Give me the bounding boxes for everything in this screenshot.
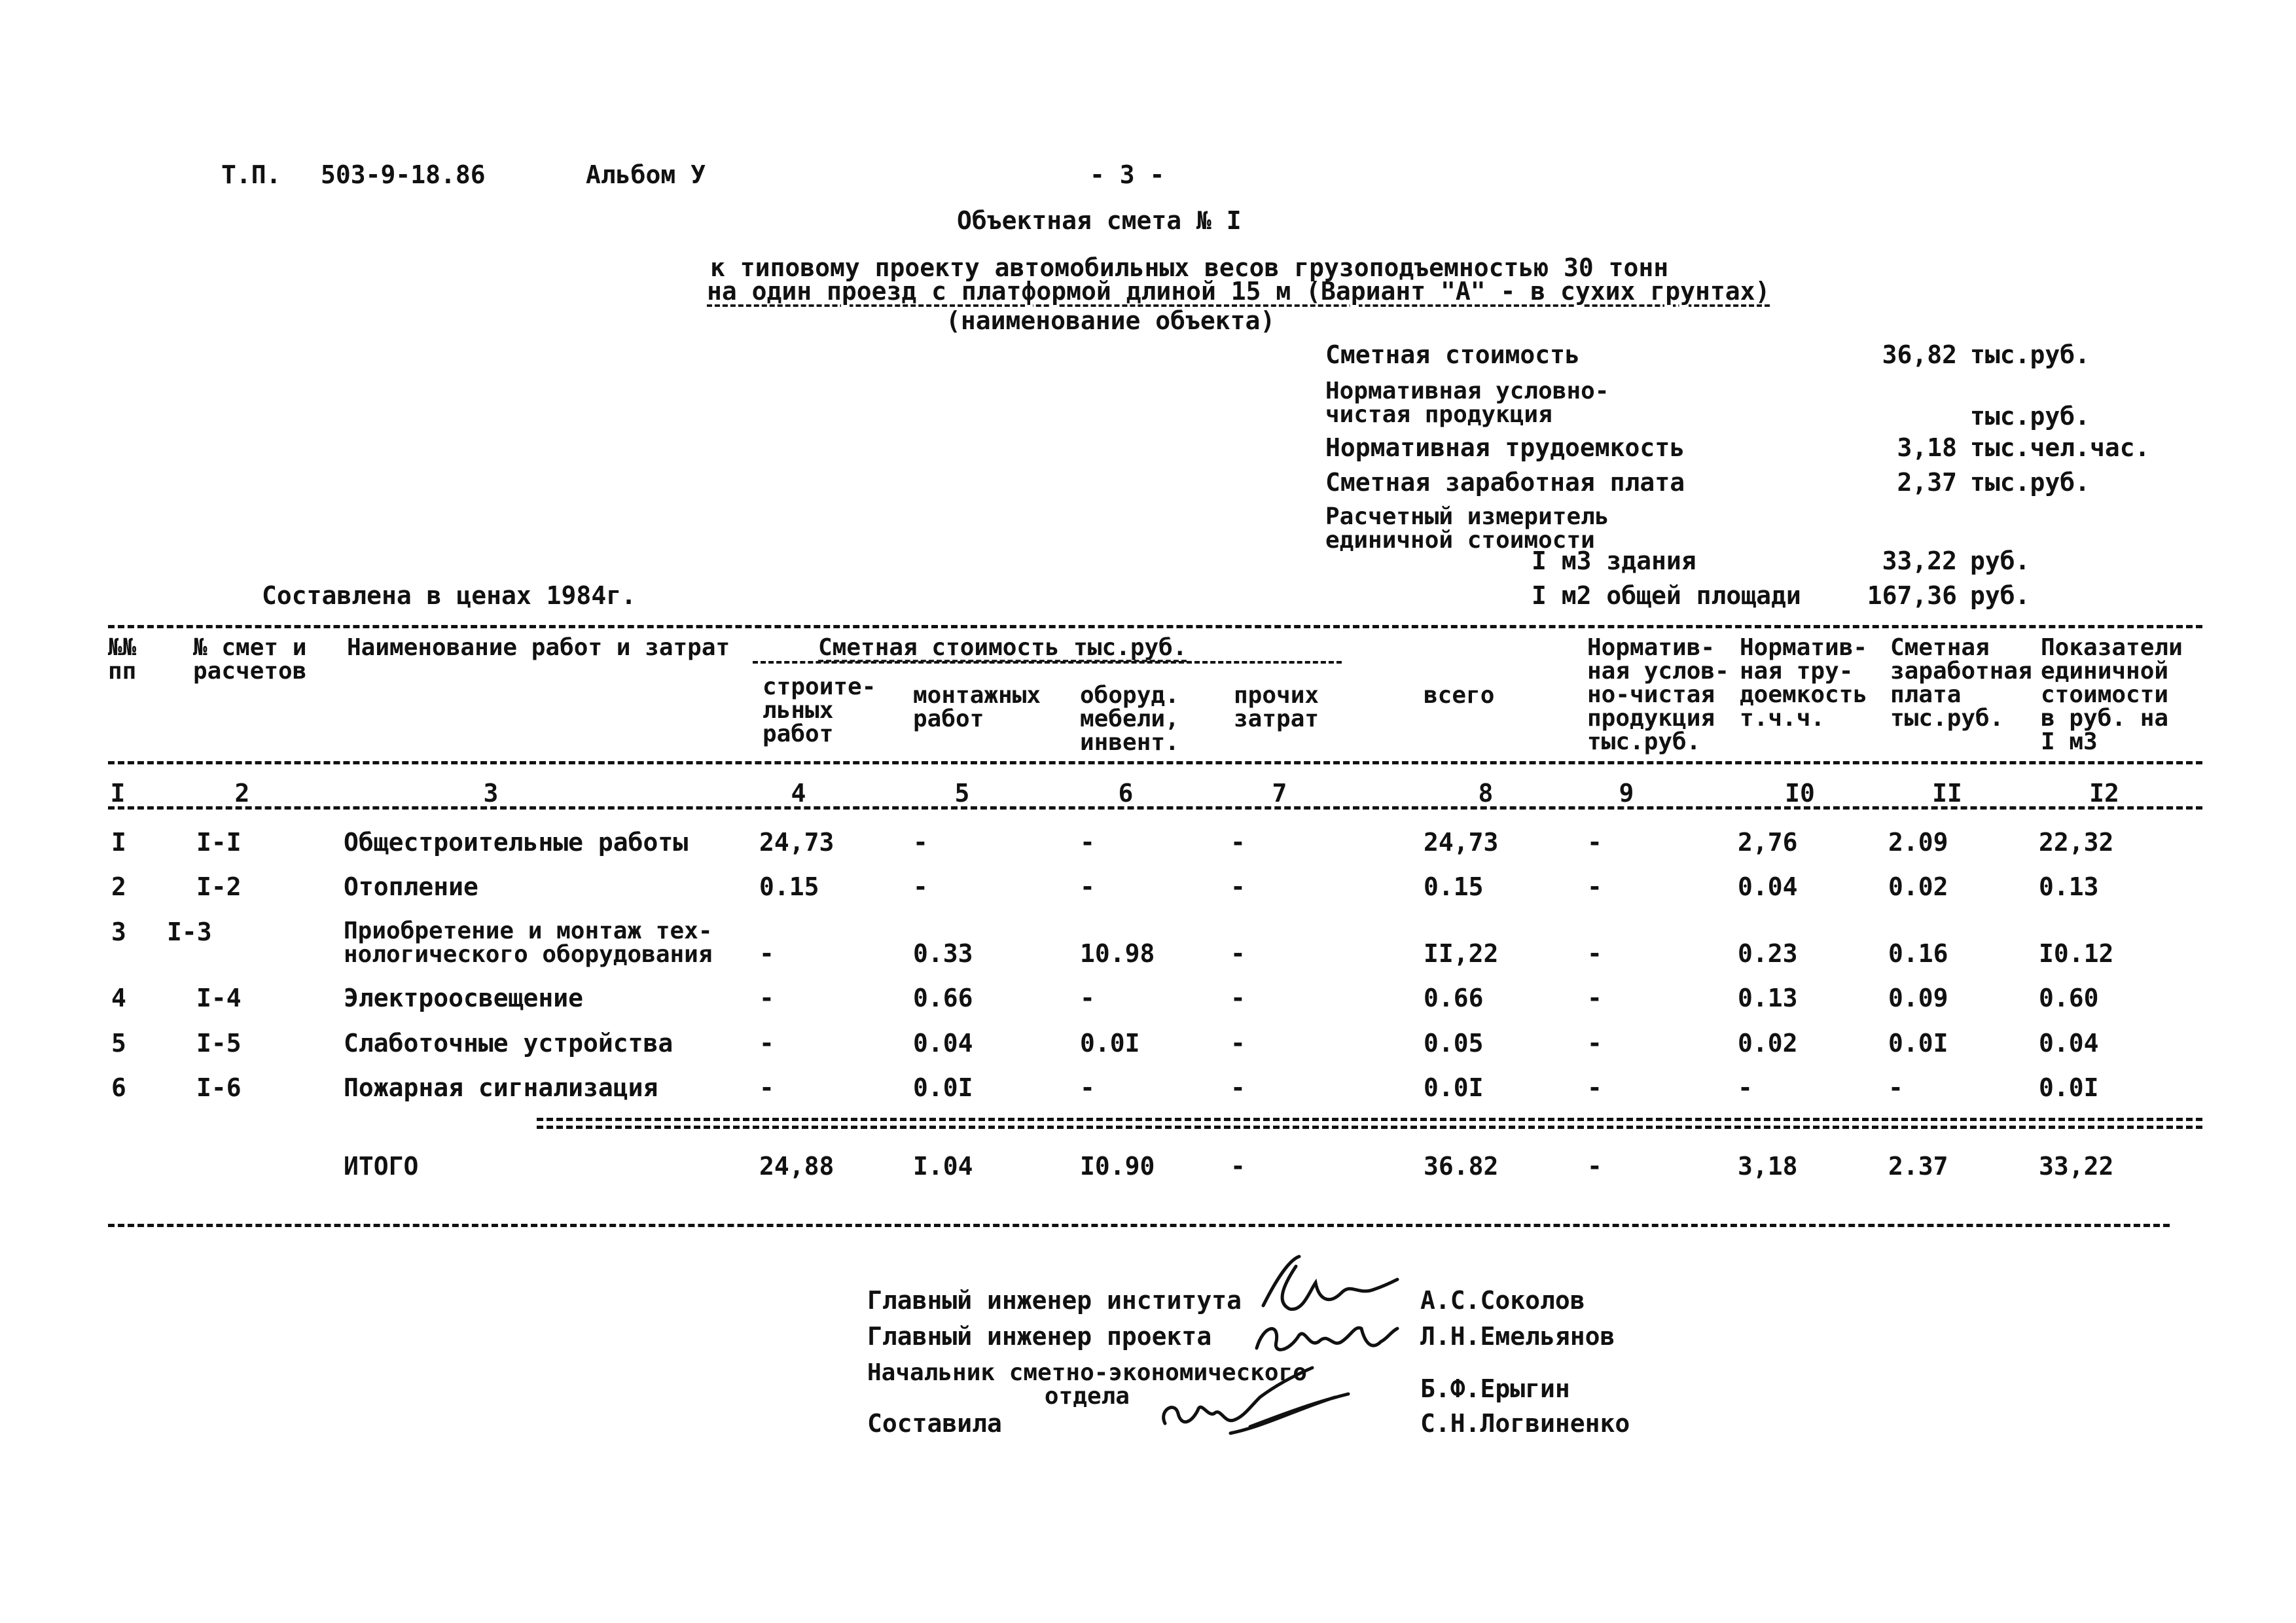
header-bottom-rule bbox=[108, 761, 2202, 764]
handwritten-signature bbox=[1250, 1312, 1401, 1364]
cell-normative-product: - bbox=[1587, 1029, 1602, 1058]
cell-other: - bbox=[1230, 1073, 1246, 1102]
col-header-cost-group: Сметная стоимость тыс.руб. bbox=[818, 634, 1187, 661]
doc-code: 503-9-18.86 bbox=[321, 160, 486, 189]
total-labor: 3,18 bbox=[1738, 1152, 1798, 1181]
cell-mounting: - bbox=[913, 828, 928, 857]
cell-num: 6 bbox=[111, 1073, 126, 1102]
project-title-line2: на один проезд с платформой длиной 15 м (Вариант "А" - в сухих грунтах) bbox=[707, 277, 1770, 306]
handwritten-signature bbox=[1152, 1361, 1388, 1446]
signature-role: Составила bbox=[867, 1409, 1002, 1438]
total-mounting: I.04 bbox=[913, 1152, 973, 1181]
cell-mounting: 0.0I bbox=[913, 1073, 973, 1102]
signature-role: Главный инженер проекта bbox=[867, 1322, 1212, 1351]
cell-name: Слаботочные устройства bbox=[344, 1029, 673, 1058]
cell-indicator: 0.0I bbox=[2039, 1073, 2099, 1102]
cell-equipment: 10.98 bbox=[1080, 939, 1155, 968]
col-number: 3 bbox=[483, 779, 499, 808]
handwritten-signature bbox=[1237, 1253, 1407, 1319]
cell-name: Общестроительные работы bbox=[344, 828, 689, 857]
summary-unit-m2: руб. bbox=[1970, 581, 2030, 610]
cell-total: 0.15 bbox=[1424, 872, 1484, 901]
total-upper-rule-2 bbox=[537, 1126, 2202, 1129]
cell-total: 0.0I bbox=[1424, 1073, 1484, 1102]
cell-labor: 0.04 bbox=[1738, 872, 1798, 901]
total-wage: 2.37 bbox=[1888, 1152, 1948, 1181]
cell-other: - bbox=[1230, 1029, 1246, 1058]
cell-other: - bbox=[1230, 939, 1246, 968]
cell-equipment: - bbox=[1080, 828, 1095, 857]
col-header-estimate: № смет и расчетов bbox=[193, 634, 307, 685]
col-number: 6 bbox=[1118, 779, 1134, 808]
total-label: ИТОГО bbox=[344, 1152, 419, 1181]
summary-label-labor: Нормативная трудоемкость bbox=[1325, 433, 1685, 462]
summary-label-m2: I м2 общей площади bbox=[1532, 581, 1801, 610]
cell-equipment: - bbox=[1080, 872, 1095, 901]
summary-label-wage: Сметная заработная плата bbox=[1325, 468, 1685, 497]
col-number: 4 bbox=[791, 779, 806, 808]
col-header-num: №№ пп bbox=[108, 634, 137, 685]
cell-estimate: I-I bbox=[196, 828, 242, 857]
cell-num: 4 bbox=[111, 984, 126, 1012]
col-number: I2 bbox=[2089, 779, 2119, 808]
col-header-construction: строите- льных работ bbox=[762, 673, 876, 747]
col-number-rule bbox=[108, 806, 2202, 810]
cell-total: 24,73 bbox=[1424, 828, 1499, 857]
cell-other: - bbox=[1230, 872, 1246, 901]
cell-other: - bbox=[1230, 984, 1246, 1012]
cell-equipment: - bbox=[1080, 1073, 1095, 1102]
cell-equipment: 0.0I bbox=[1080, 1029, 1140, 1058]
cell-estimate: I-5 bbox=[196, 1029, 242, 1058]
cell-num: I bbox=[111, 828, 126, 857]
cell-total: 0.05 bbox=[1424, 1029, 1484, 1058]
cell-indicator: I0.12 bbox=[2039, 939, 2114, 968]
summary-unit-wage: тыс.руб. bbox=[1970, 468, 2090, 497]
cell-estimate: I-3 bbox=[167, 918, 212, 946]
cell-mounting: 0.33 bbox=[913, 939, 973, 968]
col-header-equipment: оборуд. мебели, инвент. bbox=[1080, 682, 1179, 756]
project-title-line1: к типовому проекту автомобильных весов грузоподъемностью 30 тонн bbox=[710, 253, 1669, 282]
cell-normative-product: - bbox=[1587, 872, 1602, 901]
summary-value-wage: 2,37 bbox=[1897, 468, 1957, 497]
col-header-name: Наименование работ и затрат bbox=[347, 634, 730, 661]
summary-value-labor: 3,18 bbox=[1897, 433, 1957, 462]
cell-equipment: - bbox=[1080, 984, 1095, 1012]
cell-indicator: 22,32 bbox=[2039, 828, 2114, 857]
total-upper-rule bbox=[537, 1118, 2202, 1121]
summary-label-unit-cost: Расчетный измеритель единичной стоимости bbox=[1325, 503, 1609, 554]
cell-wage: - bbox=[1888, 1073, 1903, 1102]
signature-person: С.Н.Логвиненко bbox=[1420, 1409, 1630, 1438]
summary-unit-cost: тыс.руб. bbox=[1970, 340, 2090, 369]
cell-construction: - bbox=[759, 1073, 774, 1102]
total-indicator: 33,22 bbox=[2039, 1152, 2114, 1181]
cell-normative-product: - bbox=[1587, 1073, 1602, 1102]
object-name-caption: (наименование объекта) bbox=[946, 306, 1276, 335]
cell-labor: - bbox=[1738, 1073, 1753, 1102]
cell-wage: 0.02 bbox=[1888, 872, 1948, 901]
signature-role: Начальник сметно-экономического отдела bbox=[867, 1359, 1307, 1410]
summary-unit-product: тыс.руб. bbox=[1970, 402, 2090, 431]
cell-total: II,22 bbox=[1424, 939, 1499, 968]
compiled-prices-note: Составлена в ценах 1984г. bbox=[262, 581, 636, 610]
cell-mounting: 0.04 bbox=[913, 1029, 973, 1058]
col-number: 7 bbox=[1272, 779, 1287, 808]
signature-person: Б.Ф.Ерыгин bbox=[1420, 1374, 1570, 1403]
cell-mounting: 0.66 bbox=[913, 984, 973, 1012]
total-other: - bbox=[1230, 1152, 1246, 1181]
col-header-other: прочих затрат bbox=[1234, 682, 1319, 732]
doc-title: Объектная смета № I bbox=[957, 206, 1242, 235]
cell-name: Отопление bbox=[344, 872, 478, 901]
cell-estimate: I-2 bbox=[196, 872, 242, 901]
signature-person: Л.Н.Емельянов bbox=[1420, 1322, 1615, 1351]
summary-unit-m3: руб. bbox=[1970, 546, 2030, 575]
col-header-mounting: монтажных работ bbox=[913, 682, 1041, 732]
album-label: Альбом У bbox=[586, 160, 706, 189]
table-bottom-rule bbox=[108, 1224, 2170, 1227]
cell-name: Электроосвещение bbox=[344, 984, 584, 1012]
cell-other: - bbox=[1230, 828, 1246, 857]
total-equipment: I0.90 bbox=[1080, 1152, 1155, 1181]
col-header-normative-product: Норматив- ная услов- но-чистая продукция тыс.руб. bbox=[1587, 634, 1729, 755]
cell-indicator: 0.04 bbox=[2039, 1029, 2099, 1058]
cost-group-rule bbox=[753, 661, 1342, 664]
cell-normative-product: - bbox=[1587, 828, 1602, 857]
cell-wage: 2.09 bbox=[1888, 828, 1948, 857]
cell-construction: - bbox=[759, 939, 774, 968]
cell-indicator: 0.60 bbox=[2039, 984, 2099, 1012]
col-number: 8 bbox=[1478, 779, 1494, 808]
cell-estimate: I-4 bbox=[196, 984, 242, 1012]
summary-value-m3: 33,22 bbox=[1882, 546, 1957, 575]
cell-wage: 0.16 bbox=[1888, 939, 1948, 968]
cell-indicator: 0.13 bbox=[2039, 872, 2099, 901]
cell-normative-product: - bbox=[1587, 939, 1602, 968]
cell-num: 2 bbox=[111, 872, 126, 901]
signature-role: Главный инженер института bbox=[867, 1286, 1242, 1315]
cell-estimate: I-6 bbox=[196, 1073, 242, 1102]
col-header-indicators: Показатели единичной стоимости в руб. на I м3 bbox=[2041, 634, 2183, 755]
cell-total: 0.66 bbox=[1424, 984, 1484, 1012]
total-total: 36.82 bbox=[1424, 1152, 1499, 1181]
cell-num: 5 bbox=[111, 1029, 126, 1058]
col-number: II bbox=[1932, 779, 1962, 808]
summary-label-cost: Сметная стоимость bbox=[1325, 340, 1580, 369]
col-number: 5 bbox=[954, 779, 970, 808]
col-header-total: всего bbox=[1424, 682, 1495, 709]
col-header-labor: Норматив- ная тру- доемкость т.ч.ч. bbox=[1740, 634, 1868, 732]
doc-prefix: Т.П. bbox=[221, 160, 281, 189]
col-number: 9 bbox=[1619, 779, 1634, 808]
cell-num: 3 bbox=[111, 918, 126, 946]
signature-person: А.С.Соколов bbox=[1420, 1286, 1585, 1315]
summary-value-cost: 36,82 bbox=[1882, 340, 1957, 369]
cell-name: Приобретение и монтаж тех- нологического оборудования bbox=[344, 918, 713, 968]
cell-labor: 0.23 bbox=[1738, 939, 1798, 968]
table-top-rule bbox=[108, 625, 2202, 628]
col-number: I0 bbox=[1785, 779, 1815, 808]
cell-construction: 24,73 bbox=[759, 828, 834, 857]
cell-labor: 0.02 bbox=[1738, 1029, 1798, 1058]
cell-construction: 0.15 bbox=[759, 872, 819, 901]
total-normative-product: - bbox=[1587, 1152, 1602, 1181]
cell-wage: 0.0I bbox=[1888, 1029, 1948, 1058]
cell-name: Пожарная сигнализация bbox=[344, 1073, 658, 1102]
cell-construction: - bbox=[759, 984, 774, 1012]
cell-normative-product: - bbox=[1587, 984, 1602, 1012]
summary-label-product: Нормативная условно- чистая продукция bbox=[1325, 378, 1609, 428]
summary-label-m3: I м3 здания bbox=[1532, 546, 1696, 575]
cell-labor: 2,76 bbox=[1738, 828, 1798, 857]
cell-construction: - bbox=[759, 1029, 774, 1058]
col-number: I bbox=[110, 779, 126, 808]
cell-wage: 0.09 bbox=[1888, 984, 1948, 1012]
cell-mounting: - bbox=[913, 872, 928, 901]
summary-unit-labor: тыс.чел.час. bbox=[1970, 433, 2150, 462]
total-construction: 24,88 bbox=[759, 1152, 834, 1181]
col-number: 2 bbox=[234, 779, 250, 808]
page-number: - 3 - bbox=[1090, 160, 1165, 189]
cell-labor: 0.13 bbox=[1738, 984, 1798, 1012]
summary-value-m2: 167,36 bbox=[1867, 581, 1957, 610]
col-header-wage: Сметная заработная плата тыс.руб. bbox=[1890, 634, 2032, 732]
